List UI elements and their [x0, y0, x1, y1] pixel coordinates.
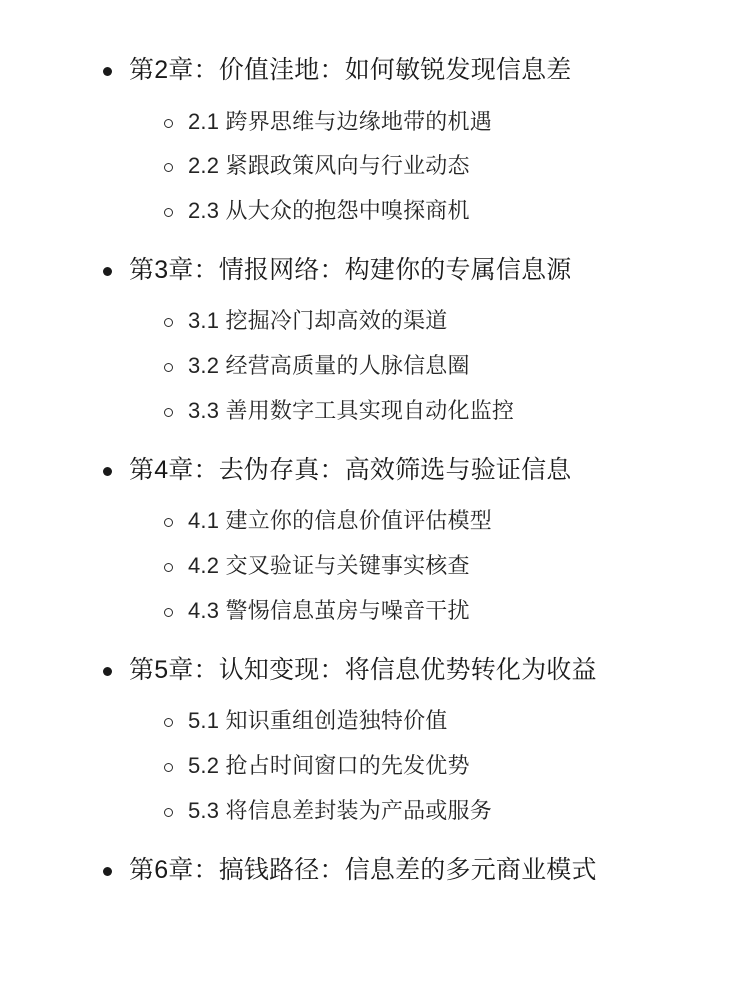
chapter-heading-row	[40, 844, 710, 898]
section-title: 5.1 知识重组创造独特价值	[188, 708, 448, 734]
section-item	[40, 789, 710, 834]
section-item	[40, 744, 710, 789]
chapter-title: 第4章：去伪存真：高效筛选与验证信息	[129, 455, 572, 484]
section-list	[40, 499, 710, 633]
chapter-item	[40, 244, 710, 434]
filled-bullet-icon	[103, 667, 112, 676]
chapter-item	[40, 44, 710, 234]
section-item	[40, 589, 710, 634]
chapter-title: 第3章：情报网络：构建你的专属信息源	[129, 255, 572, 284]
section-title: 4.1 建立你的信息价值评估模型	[188, 508, 492, 534]
table-of-contents	[40, 44, 710, 897]
hollow-bullet-icon	[164, 808, 173, 817]
filled-bullet-icon	[103, 467, 112, 476]
hollow-bullet-icon	[164, 563, 173, 572]
hollow-bullet-icon	[164, 718, 173, 727]
section-item	[40, 344, 710, 389]
filled-bullet-icon	[103, 867, 112, 876]
section-title: 5.2 抢占时间窗口的先发优势	[188, 752, 470, 778]
section-list	[40, 699, 710, 833]
chapter-heading-row	[40, 44, 710, 98]
chapter-item	[40, 444, 710, 634]
section-title: 5.3 将信息差封装为产品或服务	[188, 797, 492, 823]
chapter-title: 第6章：搞钱路径：信息差的多元商业模式	[129, 855, 597, 884]
chapter-heading-row	[40, 444, 710, 498]
section-title: 3.3 善用数字工具实现自动化监控	[188, 397, 515, 423]
hollow-bullet-icon	[164, 208, 173, 217]
hollow-bullet-icon	[164, 363, 173, 372]
hollow-bullet-icon	[164, 408, 173, 417]
hollow-bullet-icon	[164, 163, 173, 172]
section-title: 3.1 挖掘冷门却高效的渠道	[188, 308, 448, 334]
section-title: 2.2 紧跟政策风向与行业动态	[188, 153, 470, 179]
chapter-item	[40, 644, 710, 834]
hollow-bullet-icon	[164, 318, 173, 327]
section-title: 4.2 交叉验证与关键事实核查	[188, 553, 470, 579]
filled-bullet-icon	[103, 67, 112, 76]
section-item	[40, 544, 710, 589]
hollow-bullet-icon	[164, 518, 173, 527]
hollow-bullet-icon	[164, 608, 173, 617]
section-item	[40, 389, 710, 434]
chapter-title: 第5章：认知变现：将信息优势转化为收益	[129, 655, 597, 684]
section-item	[40, 144, 710, 189]
hollow-bullet-icon	[164, 763, 173, 772]
section-item	[40, 699, 710, 744]
chapter-item	[40, 844, 710, 898]
chapter-heading-row	[40, 644, 710, 698]
section-title: 2.1 跨界思维与边缘地带的机遇	[188, 108, 492, 134]
filled-bullet-icon	[103, 267, 112, 276]
chapter-heading-row	[40, 244, 710, 298]
section-item	[40, 100, 710, 145]
chapter-title: 第2章：价值洼地：如何敏锐发现信息差	[129, 56, 572, 84]
section-item	[40, 189, 710, 234]
hollow-bullet-icon	[164, 119, 173, 128]
section-title: 4.3 警惕信息茧房与噪音干扰	[188, 597, 470, 623]
section-title: 3.2 经营高质量的人脉信息圈	[188, 353, 470, 379]
section-list	[40, 299, 710, 433]
section-list	[40, 100, 710, 234]
section-title: 2.3 从大众的抱怨中嗅探商机	[188, 198, 470, 224]
section-item	[40, 299, 710, 344]
section-item	[40, 499, 710, 544]
